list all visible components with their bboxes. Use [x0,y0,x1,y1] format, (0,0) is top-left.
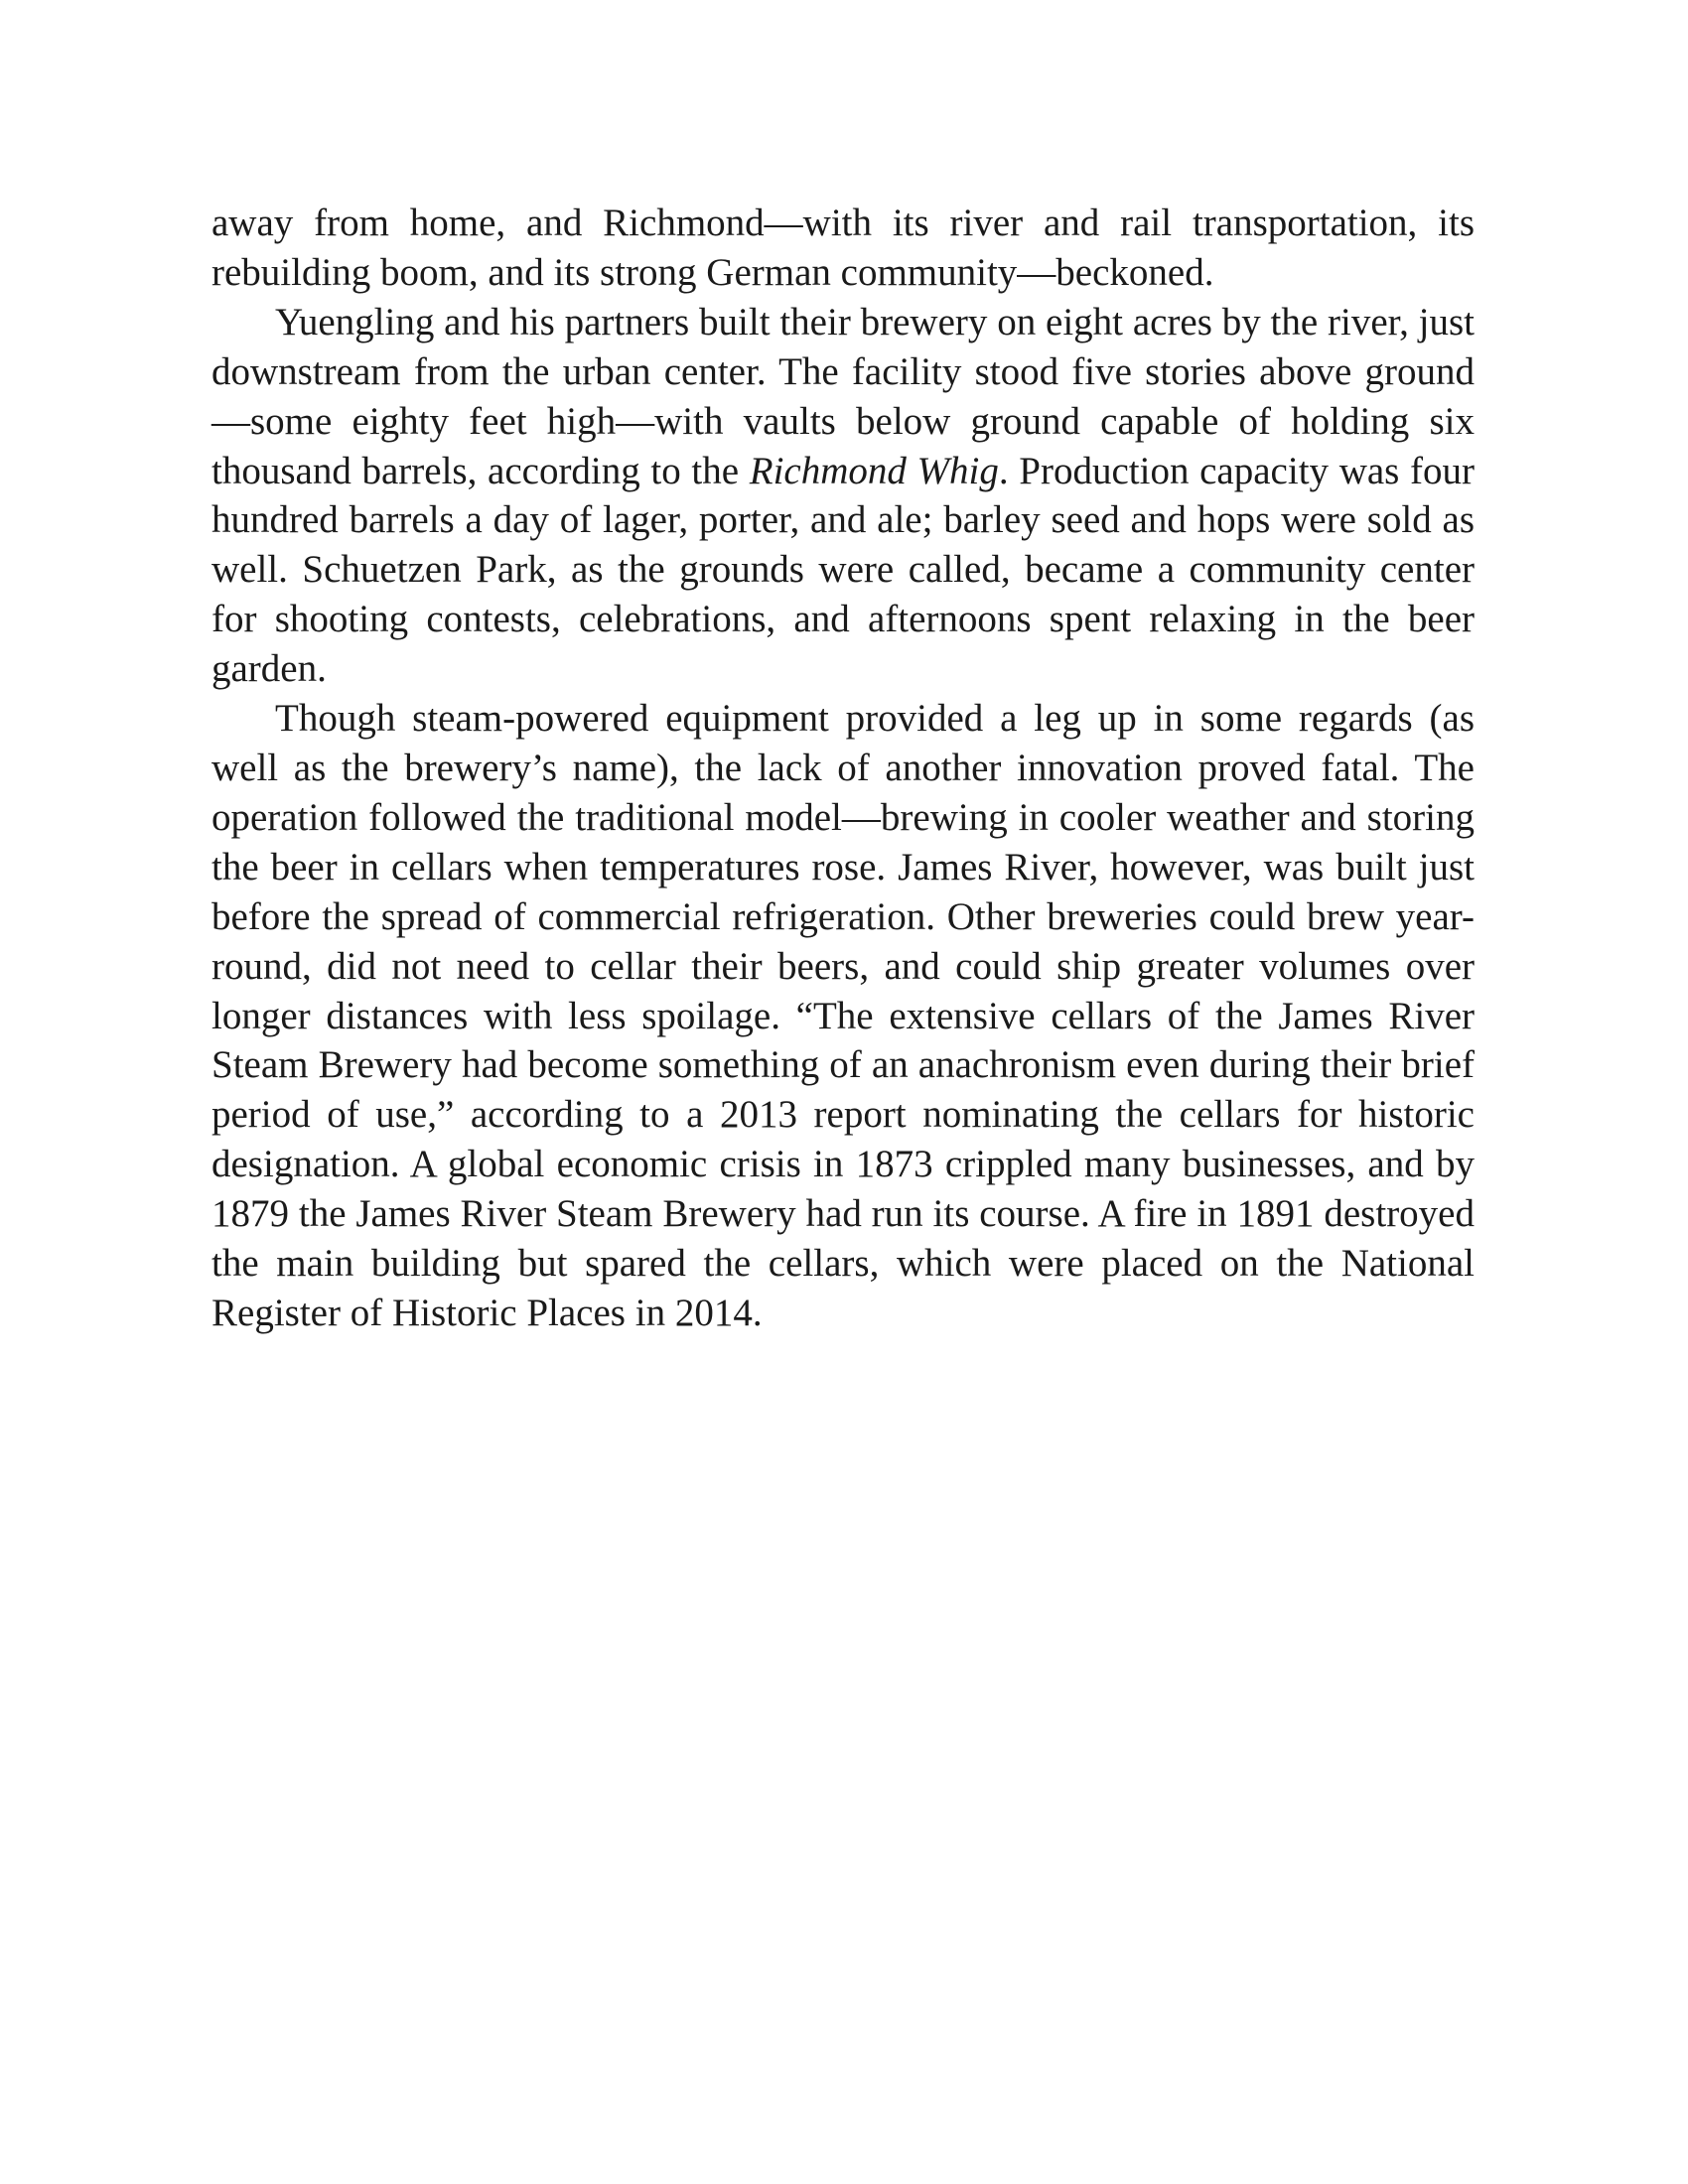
publication-title: Richmond Whig [749,449,999,492]
paragraph-3 [211,694,1475,1338]
text-segment: Though steam-powered equipment provided a leg up in some regards (as well as the brewery’s name), the lack of another innovation proved fatal. The operation followed the traditional model—brewing in cooler weather and storing the beer in cellars when temperatures rose. James River, however, was built just before the spread of commercial refrigeration. Other breweries could brew year-round, did not need to cellar their beers, and could ship greater volumes over longer distances with less spoilage. “The extensive cellars of the James River Steam Brewery had become something of an anachronism even during their brief period of use,” according to a 2013 report nominating the cellars for historic designation. A global economic crisis in 1873 crippled many businesses, and by 1879 the James River Steam Brewery had run its course. A fire in 1891 destroyed the main building but spared the cellars, which were placed on the National Register of Historic Places in 2014. [211,697,1475,1334]
paragraph-1 [211,199,1475,298]
text-segment: . Production capacity was four hundred barrels a day of lager, porter, and ale; barley seed and hops were sold as well. Schuetzen Park, as the grounds were called, became a community center for shooting contests, celebrations, and afternoons spent relaxing in the beer garden. [211,449,1475,691]
body-text [211,199,1475,1338]
text-segment: Yuengling and his partners built their brewery on eight acres by the river, just downstream from the urban center. The facility stood five stories above ground—some eighty feet high—with vaults below ground capable of holding six thousand barrels, according to the [211,300,1475,492]
text-segment: away from home, and Richmond—with its river and rail transportation, its rebuilding boom, and its strong German community—beckoned. [211,202,1475,294]
paragraph-2 [211,298,1475,694]
